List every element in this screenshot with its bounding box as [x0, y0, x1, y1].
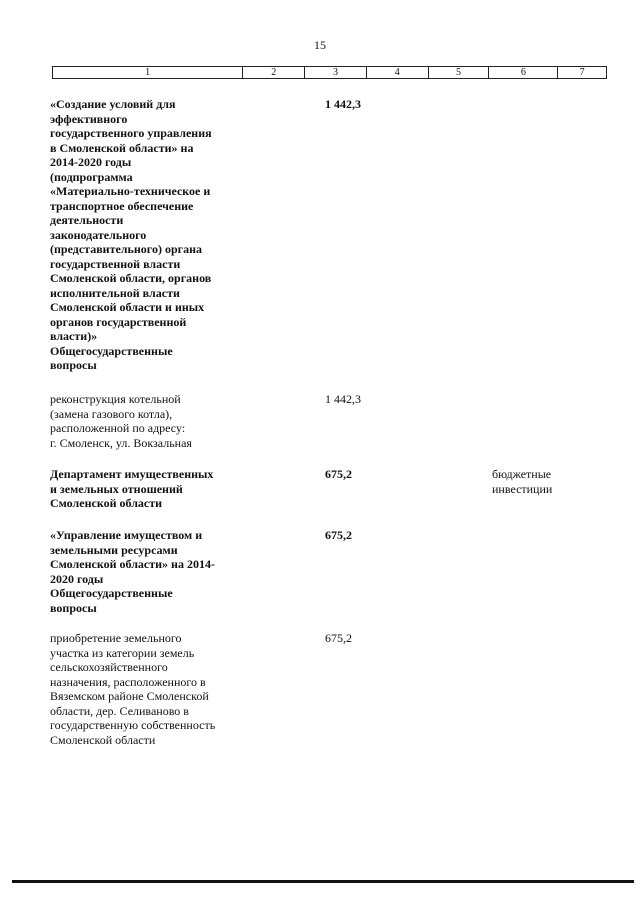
column-number-2: 2	[243, 67, 305, 78]
row-amount: 1 442,3	[325, 392, 361, 406]
row-amount: 675,2	[325, 528, 352, 542]
column-number-6: 6	[489, 67, 558, 78]
column-number-4: 4	[367, 67, 429, 78]
column-number-1: 1	[53, 67, 243, 78]
column-number-5: 5	[429, 67, 490, 78]
row-description: «Создание условий для эффективного государственного управления в Смоленской области» на 2014-2020 годы (подпрограмма «Материально-техническое и транспортное обеспечение деятельности законодательного (представительного) органа государственной власти Смоленской области, органов исполнительной власти Смоленской области и иных органов государственной власти)» Общегосударственные вопросы	[50, 97, 212, 372]
column-number-7: 7	[579, 67, 585, 78]
row-expense-kind: бюджетные инвестиции	[492, 467, 553, 496]
row-description: Департамент имущественных и земельных отношений Смоленской области	[50, 467, 214, 510]
row-amount: 675,2	[325, 467, 352, 481]
footer-divider	[12, 880, 634, 883]
page-number: 15	[314, 38, 326, 52]
row-amount: 1 442,3	[325, 97, 361, 111]
row-amount: 675,2	[325, 631, 352, 645]
row-description: реконструкция котельной (замена газового котла), расположенной по адресу: г. Смоленск, ул. Вокзальная	[50, 392, 192, 450]
row-description: «Управление имуществом и земельными ресурсами Смоленской области» на 2014- 2020 годы Общегосударственные вопросы	[50, 528, 215, 615]
column-number-3: 3	[305, 67, 367, 78]
row-description: приобретение земельного участка из категории земель сельскохозяйственного назначения, расположенного в Вяземском районе Смоленской области, дер. Селиваново в государственную собственность Смоленской области	[50, 631, 216, 747]
table-column-header	[52, 66, 607, 79]
